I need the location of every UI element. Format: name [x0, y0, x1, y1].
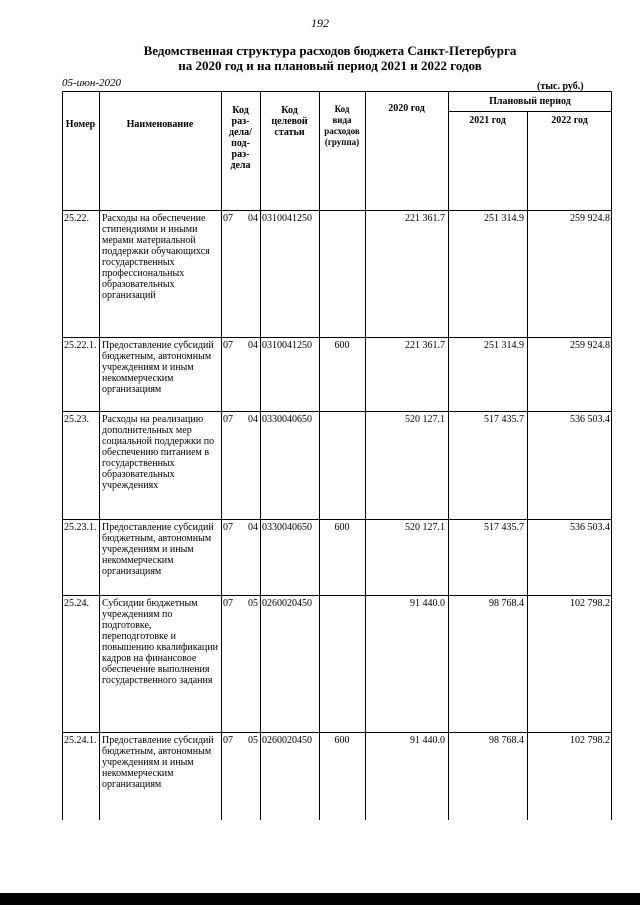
row-value-2021: 251 314.9 — [484, 213, 524, 224]
row-value-2020: 520 127.1 — [405, 414, 445, 425]
scan-bottom-border — [0, 893, 640, 905]
row-target-code: 0310041250 — [262, 340, 312, 351]
header-section: Код раз- дела/ под- раз- дела — [229, 105, 252, 171]
row-target-code: 0310041250 — [262, 213, 312, 224]
row-podrazdel: 04 — [248, 414, 258, 425]
row-name: Предоставление субсидий бюджетным, автономным учреждениям и иным некоммерческим организациям — [102, 522, 214, 577]
row-value-2022: 536 503.4 — [570, 414, 610, 425]
row-razdel: 07 — [223, 735, 233, 746]
title-line-2: на 2020 год и на плановый период 2021 и 2022 годов — [178, 58, 482, 73]
row-number: 25.24. — [64, 598, 89, 609]
row-value-2022: 102 798.2 — [570, 598, 610, 609]
row-value-2020: 221 361.7 — [405, 340, 445, 351]
row-number: 25.22. — [64, 213, 89, 224]
row-razdel: 07 — [223, 213, 233, 224]
row-value-2022: 536 503.4 — [570, 522, 610, 533]
row-value-2022: 259 924.8 — [570, 340, 610, 351]
header-y2020: 2020 год — [388, 103, 425, 114]
header-name: Наименование — [126, 119, 194, 130]
row-number: 25.24.1. — [64, 735, 97, 746]
row-kind-code: 600 — [334, 735, 350, 746]
row-target-code: 0260020450 — [262, 735, 312, 746]
page-number: 192 — [311, 16, 329, 30]
row-razdel: 07 — [223, 522, 233, 533]
title-line-1: Ведомственная структура расходов бюджета Санкт-Петербурга — [143, 43, 517, 58]
row-kind-code: 600 — [334, 522, 350, 533]
row-value-2020: 221 361.7 — [405, 213, 445, 224]
header-plan: Плановый период — [489, 96, 571, 107]
row-name: Расходы на обеспечение стипендиями и иными мерами материальной поддержки обучающихся государственных профессиональных образовательных организаций — [102, 213, 210, 301]
row-podrazdel: 05 — [248, 735, 258, 746]
header-number: Номер — [65, 119, 96, 130]
row-razdel: 07 — [223, 340, 233, 351]
row-name: Предоставление субсидий бюджетным, автономным учреждениям и иным некоммерческим организациям — [102, 340, 214, 395]
row-target-code: 0260020450 — [262, 598, 312, 609]
row-value-2021: 517 435.7 — [484, 522, 524, 533]
row-name: Субсидии бюджетным учреждениям по подготовке, переподготовке и повышению квалификации кадров на финансовое обеспечение выполнения государственного задания — [102, 598, 218, 686]
header-y2022: 2022 год — [551, 115, 588, 126]
row-podrazdel: 04 — [248, 340, 258, 351]
header-kind: Код вида расходов (группа) — [324, 104, 360, 147]
row-value-2021: 517 435.7 — [484, 414, 524, 425]
row-value-2020: 91 440.0 — [410, 598, 445, 609]
row-number: 25.23. — [64, 414, 89, 425]
page-title — [120, 43, 540, 73]
row-razdel: 07 — [223, 598, 233, 609]
header-target: Код целевой статьи — [271, 105, 308, 138]
row-value-2021: 251 314.9 — [484, 340, 524, 351]
row-value-2022: 102 798.2 — [570, 735, 610, 746]
row-value-2021: 98 768.4 — [489, 735, 524, 746]
row-value-2022: 259 924.8 — [570, 213, 610, 224]
unit-label: (тыс. руб.) — [537, 81, 584, 92]
row-value-2021: 98 768.4 — [489, 598, 524, 609]
row-name: Предоставление субсидий бюджетным, автономным учреждениям и иным некоммерческим организациям — [102, 735, 214, 790]
document-date: 05-июн-2020 — [62, 77, 122, 89]
header-y2021: 2021 год — [469, 115, 506, 126]
row-number: 25.23.1. — [64, 522, 97, 533]
row-name: Расходы на реализацию дополнительных мер социальной поддержки по обеспечению питанием в государственных образовательных учреждениях — [102, 414, 215, 491]
row-podrazdel: 04 — [248, 213, 258, 224]
row-podrazdel: 04 — [248, 522, 258, 533]
row-razdel: 07 — [223, 414, 233, 425]
row-value-2020: 520 127.1 — [405, 522, 445, 533]
row-number: 25.22.1. — [64, 340, 97, 351]
row-target-code: 0330040650 — [262, 414, 312, 425]
row-value-2020: 91 440.0 — [410, 735, 445, 746]
row-podrazdel: 05 — [248, 598, 258, 609]
row-kind-code: 600 — [334, 340, 350, 351]
budget-table — [62, 91, 612, 820]
row-target-code: 0330040650 — [262, 522, 312, 533]
